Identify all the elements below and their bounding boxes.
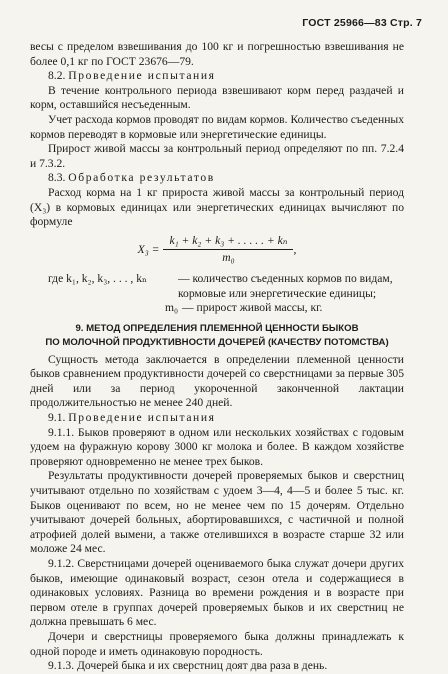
paragraph-9-1-1: 9.1.1. Быков проверяют в одном или нескольких хозяйствах с годовым удоем на фуражную корову 3000 кг молока и более. В каждом хозяйстве проверяют одновременно не менее трех быков. (30, 425, 404, 468)
document-body (30, 40, 404, 674)
paragraph-weighing-scales: весы с пределом взвешивания до 100 кг и погрешностью взвешивания не более 0,1 кг по ГОСТ 23676—79. (30, 40, 404, 68)
formula-x3 (30, 234, 404, 266)
paragraph-breed: Дочери и сверстницы проверяемого быка должны принадлежать к одной породе и иметь одинаковую породность. (30, 629, 404, 658)
paragraph-9-1-2: 9.1.2. Сверстницами дочерей оцениваемого быка служат дочери других быков, имеющие одинаковый возраст, сезон отела и содержащиеся в одинаковых условиях. Разница во времени рождения и в возрасте при первом отеле в группах дочерей проверяемых быков и их сверстниц не должна превышать 6 мес. (30, 557, 404, 629)
legend-description: — прирост живой массы, кг. (182, 301, 323, 315)
legend-symbol: где k₁, k₂, k₃, . . . , kₙ (48, 271, 148, 285)
subsection-heading-8-3 (30, 171, 404, 186)
subsection-heading-8-2 (30, 69, 404, 84)
subsection-title: Обработка результатов (68, 171, 215, 185)
subsection-title: Проведение испытания (68, 411, 216, 425)
section-heading-line: 9. МЕТОД ОПРЕДЕЛЕНИЯ ПЛЕМЕННОЙ ЦЕННОСТИ БЫКОВ (75, 322, 359, 334)
formula-lhs: X₃ = (137, 242, 160, 256)
paragraph-weight-gain: Прирост живой массы за контрольный период определяют по пп. 7.2.4 и 7.3.2. (30, 142, 404, 170)
paragraph-productivity-results: Результаты продуктивности дочерей проверяемых быков и сверстниц учитывают отдельно по хозяйствам с удоем 3—4, 4—5 и более 5 тыс. кг. Быков оценивают по всем, но не менее чем по 15 дочерям. Отдельно учитывают дочерей больных, абортировавшихся, с частичной и полной атрофией долей вымени, а также отелившихся в возрасте старше 32 или моложе 24 мес. (30, 469, 404, 556)
subsection-heading-9-1 (30, 411, 404, 426)
page-header: ГОСТ 25966—83 Стр. 7 (302, 17, 422, 29)
formula-tail: , (293, 242, 297, 256)
subsection-number: 8.2. (48, 69, 66, 83)
formula-legend-row (30, 272, 404, 301)
paragraph-feed-accounting: Учет расхода кормов проводят по видам кормов. Количество съеденных кормов переводят в кормовые или энергетические единицы. (30, 112, 404, 141)
formula-fraction (163, 234, 293, 266)
formula-denominator: m₀ (222, 251, 235, 265)
section-heading-9 (30, 322, 404, 350)
subsection-title: Проведение испытания (68, 69, 216, 83)
legend-description: — количество съеденных кормов по видам, кормовые или энергетические единицы; (178, 271, 393, 300)
formula-legend-row (30, 301, 404, 316)
paragraph-feed-weighing: В течение контрольного периода взвешивают корм перед раздачей и корм, оставшийся несъеденным. (30, 83, 404, 112)
section-heading-line: ПО МОЛОЧНОЙ ПРОДУКТИВНОСТИ ДОЧЕРЕЙ (КАЧЕСТВУ ПОТОМСТВА) (45, 336, 389, 348)
subsection-number: 9.1. (48, 411, 66, 425)
subsection-number: 8.3. (48, 171, 66, 185)
paragraph-method-essence: Сущность метода заключается в определении племенной ценности быков сравнением продуктивности дочерей со сверстницами за первые 305 дней или за период укороченной законченной лактации продолжительностью не менее 240 дней. (30, 352, 404, 410)
paragraph-9-1-3: 9.1.3. Дочерей быка и их сверстниц доят два раза в день. (48, 659, 328, 673)
formula-numerator: k₁ + k₂ + k₃ + . . . . . + kₙ (163, 234, 293, 251)
paragraph-formula-intro: Расход корма на 1 кг прироста живой массы за контрольный период (X₃) в кормовых единицах или энергетических единицах вычисляют по формуле (30, 185, 404, 229)
legend-symbol: m₀ (164, 301, 178, 315)
